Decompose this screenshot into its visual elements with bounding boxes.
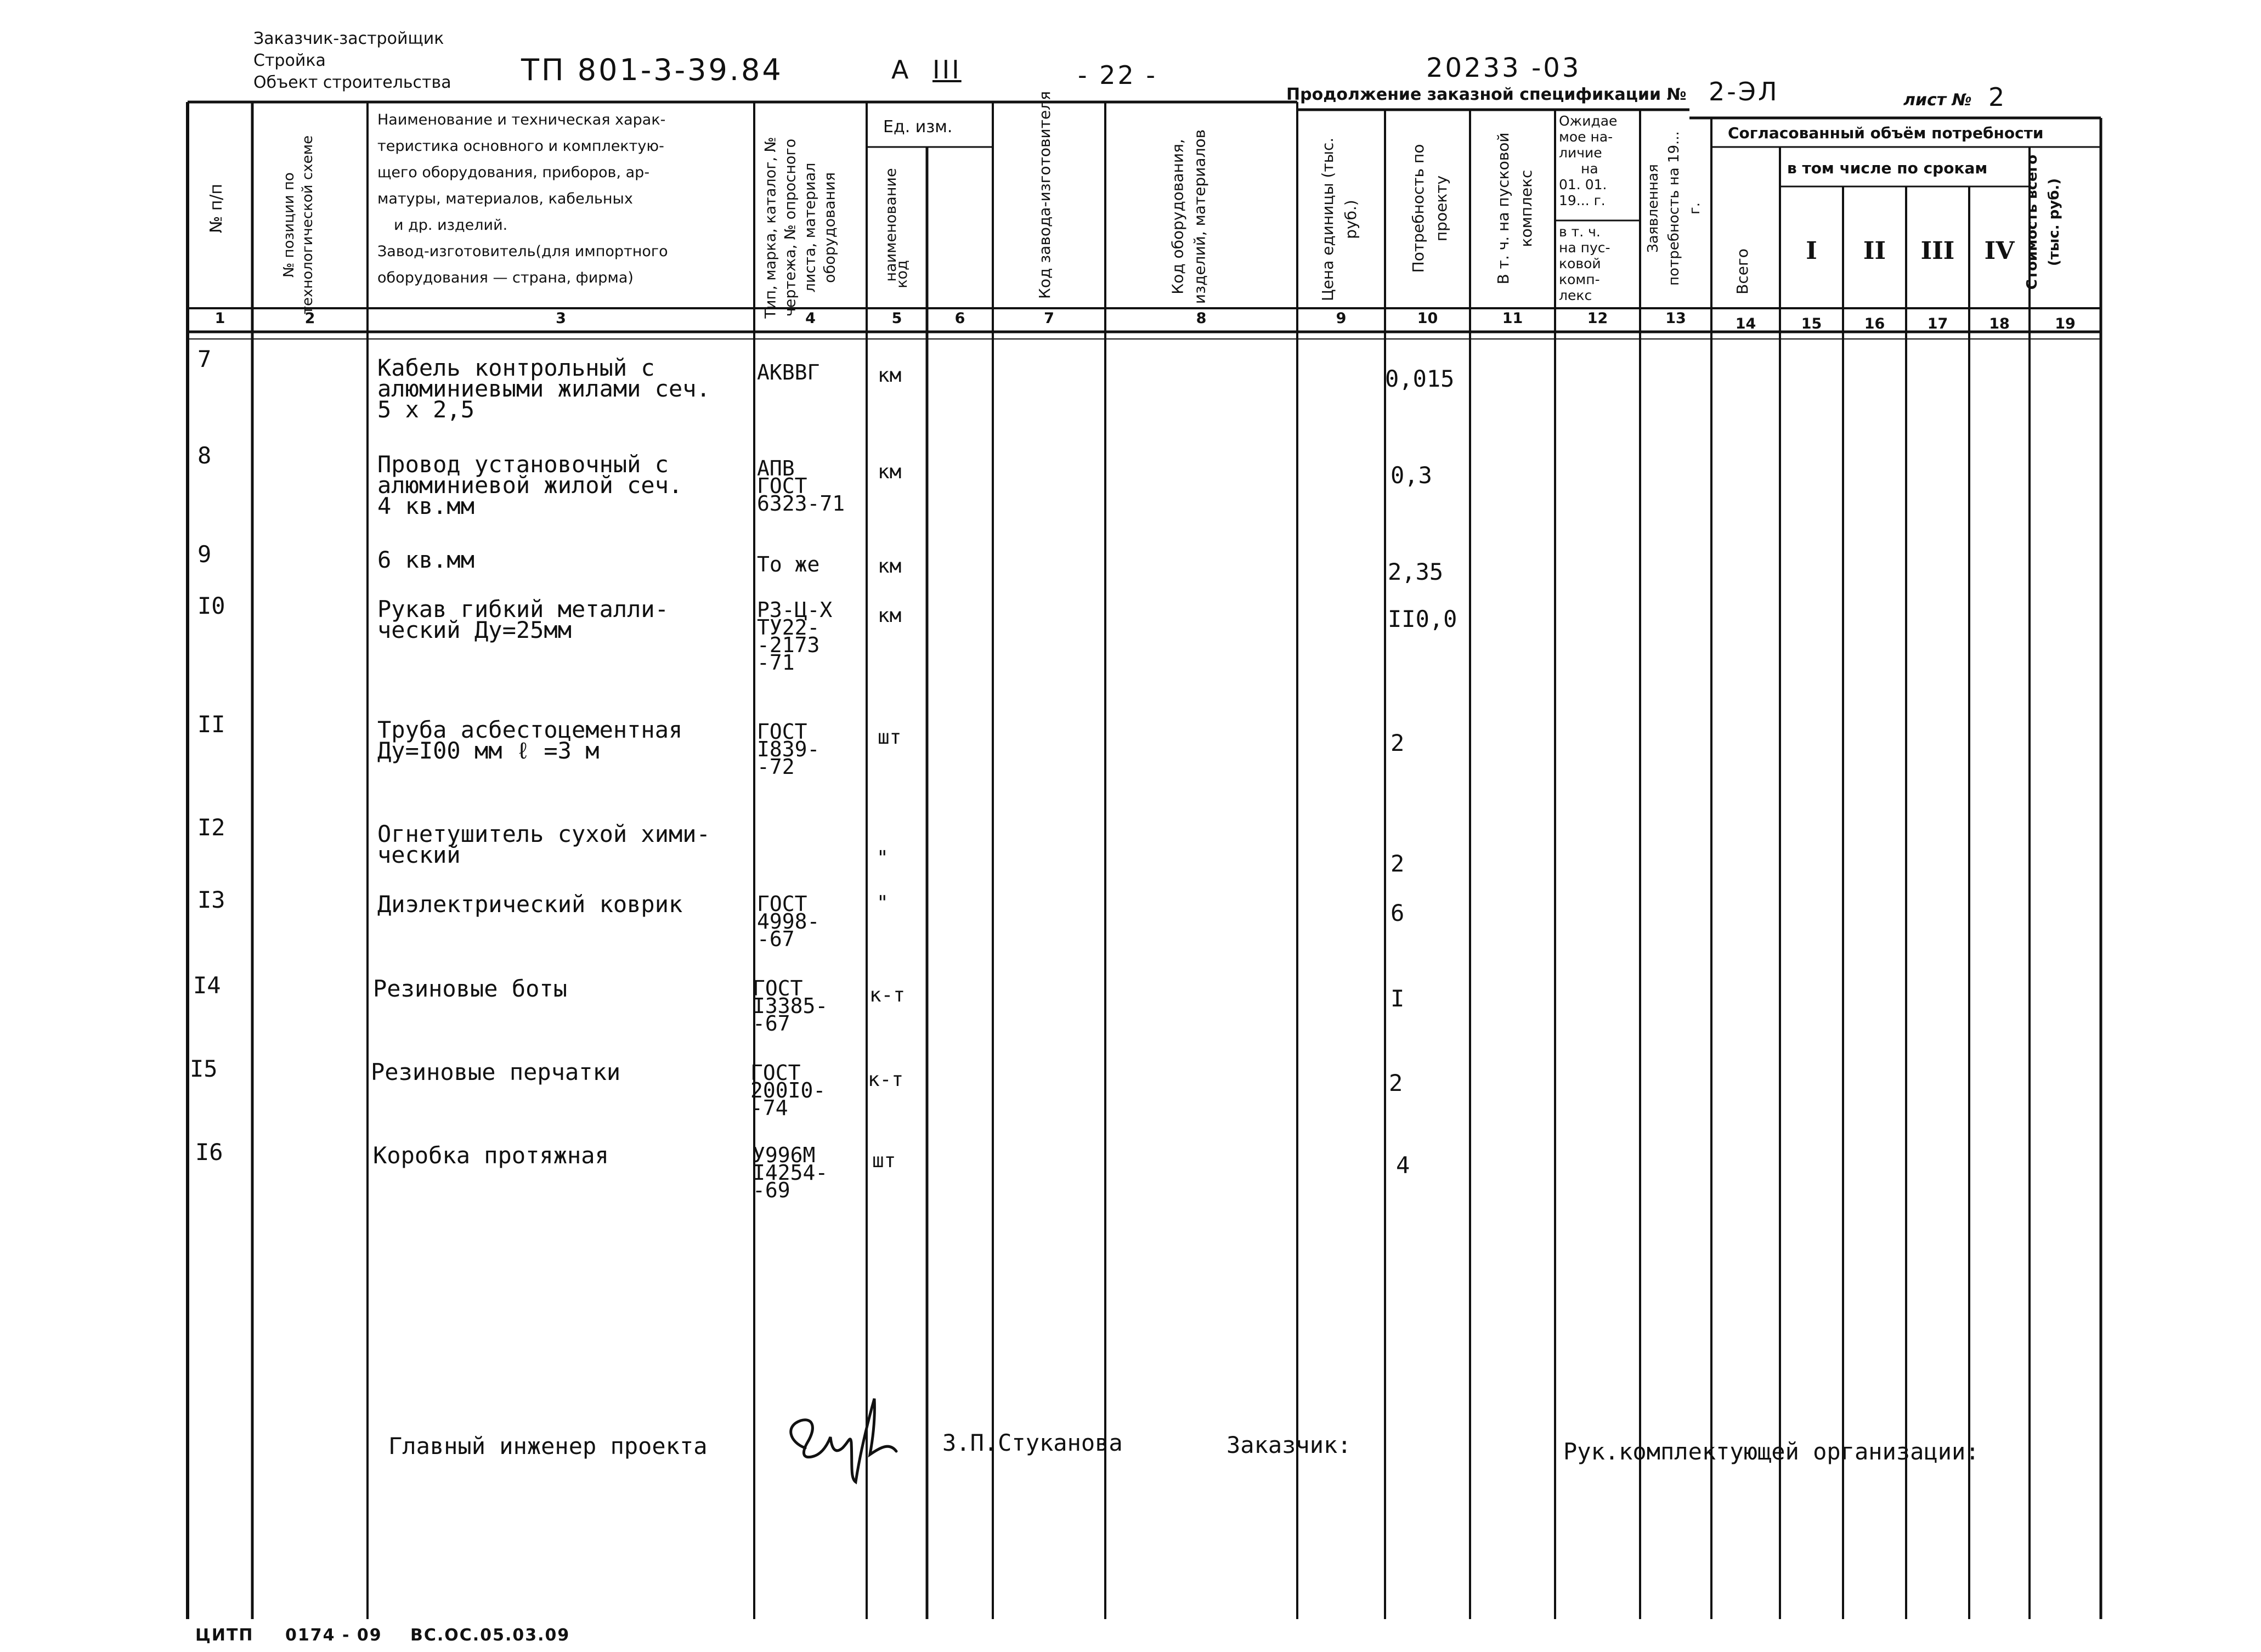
row-name: Резиновые боты	[373, 975, 568, 1002]
col-header-name-line: Наименование и техническая харак-	[377, 111, 666, 128]
col-number: 19	[2055, 315, 2076, 332]
col-header-unit-group: Ед. изм.	[883, 117, 953, 137]
col-number: 18	[1989, 315, 2010, 332]
org-head-signature-label: Рук.комплектующей организации:	[1563, 1438, 1980, 1465]
row-name: Труба асбестоцементная Ду=I00 мм ℓ =3 м	[377, 716, 683, 764]
col-header-name-line: оборудования — страна, фирма)	[377, 269, 634, 286]
row-qty: 4	[1396, 1152, 1410, 1179]
chief-engineer-label: Главный инженер проекта	[388, 1433, 708, 1459]
col-header-name-line: Завод-изготовитель(для импортного	[377, 243, 668, 260]
col-number: 12	[1587, 310, 1608, 327]
row-type: АПВ ГОСТ 6323-71	[757, 456, 845, 516]
col-header-expected-line: мое на-	[1559, 129, 1613, 145]
row-qty: 2	[1390, 850, 1405, 877]
col-number: 11	[1502, 310, 1523, 327]
row-name: Резиновые перчатки	[371, 1059, 621, 1085]
col-header-unit-code: код	[894, 260, 911, 288]
row-type: ГОСТ 4998- -67	[757, 892, 820, 951]
col-header-terms-group: в том числе по срокам	[1787, 159, 1988, 177]
footer-publisher: ЦИТП	[195, 1626, 254, 1645]
row-unit: "	[877, 847, 889, 869]
col-header-expected-launch-line: лекс	[1559, 287, 1592, 303]
col-number: 13	[1665, 310, 1686, 327]
row-type: У996М I4254- -69	[753, 1143, 828, 1202]
row-qty: 0,3	[1390, 462, 1432, 489]
col-header-term-4: IV	[1984, 237, 2015, 265]
col-header-type	[761, 133, 860, 323]
row-unit: шт	[878, 726, 902, 749]
col-number: 2	[304, 310, 315, 327]
row-type: АКВВГ	[757, 360, 820, 384]
col-number: 7	[1044, 310, 1054, 327]
col-header-launch-complex-text: В т. ч. на пусковой комплекс	[1494, 132, 1535, 285]
col-header-project-need-text: Потребность по проекту	[1409, 144, 1450, 273]
row-number: I6	[195, 1139, 223, 1166]
col-header-expected-launch	[1559, 224, 1610, 303]
col-header-unit-price-text: Цена единицы (тыс. руб.)	[1319, 137, 1360, 302]
col-header-manufacturer-code: Код завода-изготовителя	[1036, 91, 1054, 299]
album-letter: А	[891, 55, 911, 84]
object-label: Объект строительства	[253, 73, 451, 92]
col-header-unit-price	[1316, 137, 1371, 302]
row-name: Диэлектрический коврик	[377, 891, 683, 918]
page-number: - 22 -	[1078, 60, 1157, 90]
col-header-total: Всего	[1733, 248, 1751, 295]
col-header-cost-total	[2021, 154, 2076, 291]
sheet-number: 2	[1988, 82, 2007, 112]
col-header-name-line: и др. изделий.	[394, 217, 508, 234]
row-unit: к-т	[868, 1068, 904, 1091]
row-number: 8	[197, 442, 212, 469]
col-header-expected-line: на	[1581, 161, 1598, 177]
row-qty: II0,0	[1388, 606, 1457, 632]
row-unit: "	[877, 892, 889, 914]
customer-signature-label: Заказчик:	[1226, 1432, 1352, 1458]
row-type: ГОСТ I839- -72	[757, 720, 820, 779]
col-number: 16	[1864, 315, 1885, 332]
col-header-term-2: II	[1863, 237, 1886, 265]
footer-doc: ВС.ОС.05.03.09	[410, 1626, 570, 1645]
col-number: 17	[1927, 315, 1948, 332]
row-qty: 6	[1390, 899, 1405, 926]
col-header-expected-launch-line: на пус-	[1559, 240, 1610, 256]
row-qty: 2,35	[1388, 558, 1444, 585]
row-unit: км	[878, 604, 902, 627]
row-qty: 2	[1389, 1070, 1403, 1096]
col-header-declared-need	[1643, 126, 1709, 291]
row-qty: 2	[1390, 729, 1405, 756]
row-unit: к-т	[869, 984, 906, 1006]
col-header-position-text: № позиции по технологической схеме	[281, 135, 316, 315]
row-number: II	[197, 711, 225, 738]
row-unit: шт	[872, 1150, 896, 1172]
col-header-expected-line: личие	[1559, 145, 1602, 161]
row-number: I3	[197, 886, 225, 913]
row-type: То же	[757, 552, 820, 576]
row-qty: 0,015	[1385, 365, 1455, 392]
col-header-row-number: № п/п	[207, 183, 226, 234]
col-number: 6	[954, 310, 965, 327]
row-number: I2	[197, 814, 225, 841]
col-number: 14	[1735, 315, 1756, 332]
col-header-term-3: III	[1920, 237, 1955, 265]
sheet-label: лист №	[1903, 90, 1972, 110]
spec-number: 2-ЭЛ	[1709, 77, 1779, 106]
spec-title: Продолжение заказной спецификации №	[1286, 85, 1687, 104]
col-header-cost-total-text: Стоимость всего (тыс. руб.)	[2024, 154, 2062, 290]
col-header-expected-stock	[1559, 113, 1617, 208]
row-unit: км	[878, 555, 902, 578]
col-number: 10	[1417, 310, 1438, 327]
site-label: Стройка	[253, 51, 326, 70]
row-type: ГОСТ 200I0- -74	[750, 1061, 826, 1120]
row-name: Провод установочный с алюминиевой жилой сеч. 4 кв.мм	[377, 451, 683, 519]
col-number: 15	[1801, 315, 1822, 332]
customer-label: Заказчик-застройщик	[253, 29, 444, 48]
row-name: Рукав гибкий металли- ческий Ду=25мм	[377, 596, 669, 643]
signature-icon	[773, 1382, 938, 1486]
col-header-position	[280, 132, 340, 318]
row-number: 7	[197, 346, 212, 372]
col-header-name-line: теристика основного и комплектую-	[377, 138, 664, 155]
col-header-name-line: матуры, материалов, кабельных	[377, 190, 633, 207]
chief-engineer-name: З.П.Стуканова	[942, 1429, 1123, 1456]
col-header-expected-launch-line: ковой	[1559, 256, 1601, 271]
col-header-type-text: Тип, марка, каталог, № чертежа, № опросного листа, материал оборудования	[762, 137, 839, 319]
col-header-project-need	[1407, 118, 1462, 299]
row-number: 9	[197, 541, 212, 568]
row-number: I5	[190, 1055, 218, 1082]
row-name: Кабель контрольный с алюминиевыми жилами сеч. 5 х 2,5	[377, 354, 710, 423]
col-header-equipment-code	[1167, 122, 1239, 312]
project-code: ТП 801-3-39.84	[521, 53, 783, 87]
col-header-expected-line: Ожидае	[1559, 113, 1618, 129]
col-header-name-line: щего оборудования, приборов, ар-	[377, 164, 650, 181]
album-number: III	[932, 55, 962, 84]
col-header-unit-name: наименование	[883, 168, 900, 282]
row-qty: I	[1390, 985, 1405, 1012]
row-unit: км	[878, 461, 902, 483]
col-header-launch-complex	[1492, 118, 1547, 299]
col-header-equipment-code-text: Код оборудования, изделий, материалов	[1168, 129, 1209, 304]
row-unit: км	[878, 364, 902, 387]
col-header-declared-need-text: Заявленная потребность на 19... г.	[1645, 131, 1703, 286]
col-number: 3	[556, 310, 566, 327]
col-header-expected-line: 19... г.	[1559, 193, 1606, 208]
col-number: 4	[805, 310, 816, 327]
col-header-agreed-group: Согласованный объём потребности	[1728, 124, 2044, 142]
col-number: 8	[1196, 310, 1207, 327]
row-name: Коробка протяжная	[373, 1142, 609, 1169]
col-number: 1	[214, 310, 225, 327]
order-number: 20233 -03	[1426, 53, 1581, 83]
col-header-expected-launch-line: комп-	[1559, 271, 1600, 287]
col-number: 5	[891, 310, 902, 327]
row-name: 6 кв.мм	[377, 546, 475, 573]
row-type: ГОСТ I3385- -67	[753, 976, 828, 1036]
col-header-expected-launch-line: в т. ч.	[1559, 224, 1601, 240]
row-name: Огнетушитель сухой хими- ческий	[377, 821, 710, 868]
col-header-term-1: I	[1806, 237, 1817, 265]
row-type: РЗ-Ц-Х ТУ22- -2173 -71	[757, 598, 833, 675]
row-number: I0	[197, 592, 225, 619]
row-number: I4	[193, 972, 221, 999]
footer-code: 0174 - 09	[285, 1626, 382, 1645]
col-number: 9	[1336, 310, 1347, 327]
col-header-expected-line: 01. 01.	[1559, 177, 1607, 193]
